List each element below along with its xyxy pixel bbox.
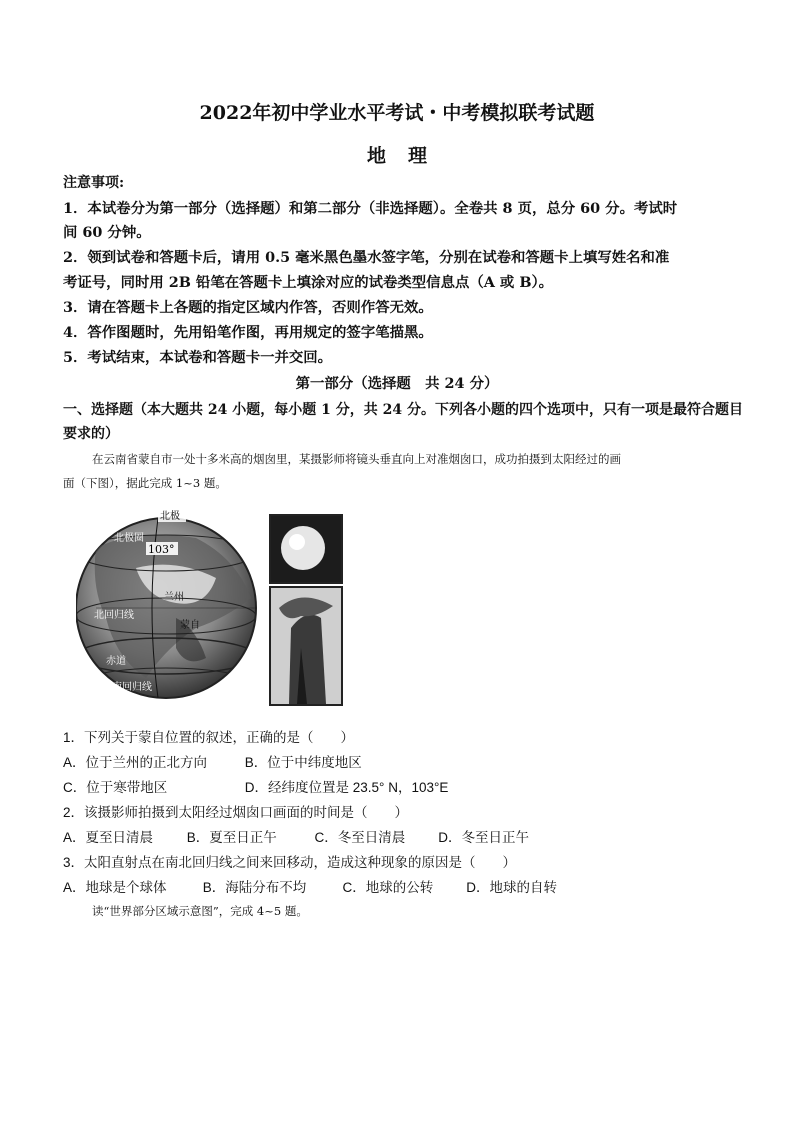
label-longitude: 103° <box>148 543 175 556</box>
label-equator: 赤道 <box>106 656 126 667</box>
question-3-options <box>63 876 557 896</box>
notice-line-5: 3．请在答题卡上各题的指定区域内作答，否则作答无效。 <box>63 299 433 316</box>
q2-option-a[interactable]: A．夏至日清晨 <box>63 830 154 845</box>
section-heading-line-2: 要求的） <box>63 426 119 442</box>
label-mengzi: 蒙自 <box>180 620 200 631</box>
notice-line-7: 5．考试结束，本试卷和答题卡一并交回。 <box>63 349 333 366</box>
intro-line-2: 面（下图），据此完成 1~3 题。 <box>63 476 227 490</box>
part-title: 第一部分（选择题 共 24 分） <box>295 375 499 392</box>
question-2-stem: 2．该摄影师拍摄到太阳经过烟囱口画面的时间是（ ） <box>63 805 409 820</box>
question-3-stem: 3．太阳直射点在南北回归线之间来回移动，造成这种现象的原因是（ ） <box>63 855 517 870</box>
q2-option-c[interactable]: C．冬至日清晨 <box>314 830 406 845</box>
label-tropic-capricorn: 南回归线 <box>112 682 152 693</box>
q3-option-d[interactable]: D．地球的自转 <box>466 880 558 895</box>
question-1-options-row-1 <box>63 751 362 771</box>
label-arctic-circle: 北极圈 <box>114 533 144 544</box>
next-intro: 读“世界部分区域示意图”，完成 4~5 题。 <box>92 904 308 918</box>
question-2-options <box>63 826 529 846</box>
q3-option-b[interactable]: B．海陆分布不均 <box>202 880 307 895</box>
notice-line-6: 4．答作图题时，先用铅笔作图，再用规定的签字笔描黑。 <box>63 324 433 341</box>
label-north-pole: 北极 <box>160 511 180 522</box>
exam-title: 2022年初中学业水平考试・中考模拟联考试题 <box>199 102 595 124</box>
question-1-stem: 1．下列关于蒙自位置的叙述，正确的是（ ） <box>63 730 355 745</box>
q1-option-a[interactable]: A．位于兰州的正北方向 <box>63 755 208 770</box>
notice-line-1: 1．本试卷分为第一部分（选择题）和第二部分（非选择题）。全卷共 8 页，总分 60 分。考试时 <box>63 200 678 217</box>
q3-option-c[interactable]: C．地球的公转 <box>342 880 434 895</box>
notice-line-2: 间 60 分钟。 <box>63 224 151 241</box>
section-heading-line-1: 一、选择题（本大题共 24 小题，每小题 1 分，共 24 分。下列各小题的四个选项中，只有一项是最符合题目 <box>63 402 743 418</box>
subject-title: 地理 <box>366 145 449 167</box>
intro-line-1: 在云南省蒙自市一处十多米高的烟囱里，某摄影师将镜头垂直向上对准烟囱口，成功拍摄到太阳经过的画 <box>92 452 621 466</box>
q1-option-b[interactable]: B．位于中纬度地区 <box>244 755 362 770</box>
q1-option-c[interactable]: C．位于寒带地区 <box>63 780 168 795</box>
question-1-options-row-2 <box>63 776 448 796</box>
q1-option-d[interactable]: D．经纬度位置是 23.5° N，103°E <box>244 780 449 795</box>
notice-line-3: 2．领到试卷和答题卡后，请用 0.5 毫米黑色墨水签字笔，分别在试卷和答题卡上填写姓名和准 <box>63 249 670 266</box>
q3-option-a[interactable]: A．地球是个球体 <box>63 880 167 895</box>
label-tropic-cancer: 北回归线 <box>94 610 134 621</box>
notice-heading: 注意事项: <box>63 175 125 191</box>
label-lanzhou: 兰州 <box>164 592 184 603</box>
q2-option-d[interactable]: D．冬至日正午 <box>438 830 530 845</box>
sun-photo-top <box>269 514 343 584</box>
q2-option-b[interactable]: B．夏至日正午 <box>186 830 277 845</box>
chimney-photo <box>269 586 343 706</box>
notice-line-4: 考证号，同时用 2B 铅笔在答题卡上填涂对应的试卷类型信息点（A 或 B）。 <box>63 274 554 291</box>
